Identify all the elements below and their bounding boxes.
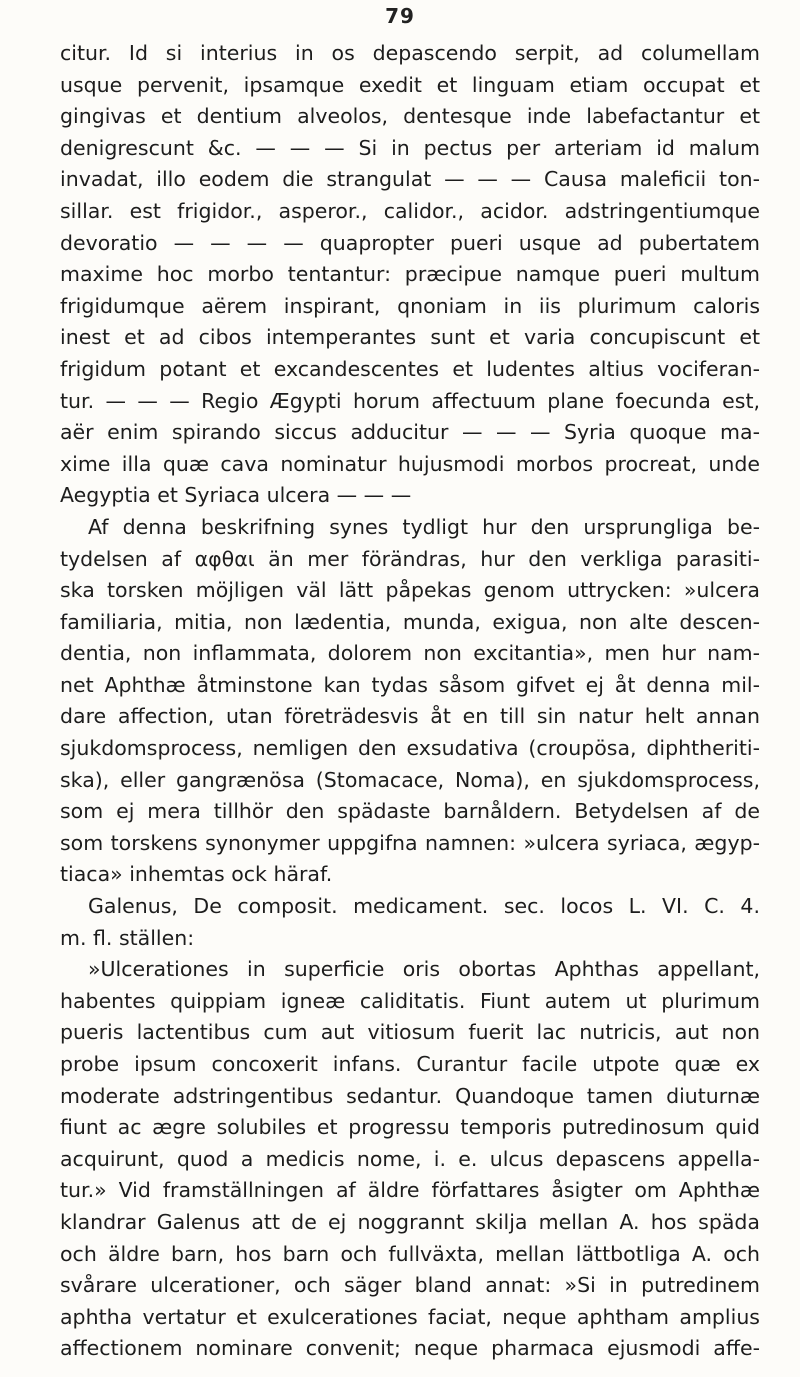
text-line: denigrescunt &c. — — — Si in pectus per arteriam id malum [60, 135, 760, 160]
text-line: aër enim spirando siccus adducitur — — — Syria quoque ma- [60, 420, 760, 445]
text-line: usque pervenit, ipsamque exedit et linguam etiam occupat et [60, 72, 760, 97]
text-line: maxime hoc morbo tentantur: præcipue namque pueri multum [60, 262, 760, 287]
text-line: som torskens synonymer uppgifna namnen: »ulcera syriaca, ægyp- [60, 830, 760, 855]
text-line: gingivas et dentium alveolos, dentesque inde labefactantur et [60, 104, 760, 129]
text-line: probe ipsum concoxerit infans. Curantur facile utpote quæ ex [60, 1052, 760, 1076]
text-line: dentia, non inflammata, dolorem non excitantia», men hur nam- [60, 641, 760, 666]
text-line: tiaca» inhemtas ock häraf. [60, 862, 333, 887]
text-line: acquirunt, quod a medicis nome, i. e. ulcus depascens appella- [60, 1146, 760, 1171]
text-line: ska), eller gangrænösa (Stomacace, Noma), en sjukdomsprocess, [60, 767, 760, 792]
text-line: affectionem nominare convenit; neque pharmaca ejusmodi affe- [60, 1336, 760, 1361]
text-line: aphtha vertatur et exulcerationes faciat, neque aphtham amplius [60, 1304, 760, 1329]
text-line: pueris lactentibus cum aut vitiosum fuerit lac nutricis, aut non [60, 1020, 760, 1045]
text-line: xime illa quæ cava nominatur hujusmodi morbos procreat, unde [60, 451, 760, 476]
text-line: net Aphthæ åtminstone kan tydas såsom gifvet ej åt denna mil- [60, 672, 760, 697]
text-line: som ej mera tillhör den spädaste barnåldern. Betydelsen af de [60, 799, 760, 824]
text-line: och äldre barn, hos barn och fullväxta, mellan lättbotliga A. och [60, 1241, 760, 1266]
text-line: Af denna beskrifning synes tydligt hur den ursprungliga be- [88, 514, 760, 539]
text-line: habentes quippiam igneæ caliditatis. Fiunt autem ut plurimum [60, 988, 760, 1013]
text-line: fiunt ac ægre solubiles et progressu temporis putredinosum quid [60, 1115, 760, 1140]
text-line: ska torsken möjligen väl lätt påpekas genom uttrycken: »ulcera [60, 578, 760, 603]
text-line: invadat, illo eodem die strangulat — — — Causa maleficii ton- [60, 167, 760, 192]
text-line: frigidumque aërem inspirant, qnoniam in iis plurimum caloris [60, 293, 760, 318]
text-line: sillar. est frigidor., asperor., calidor., acidor. adstringentiumque [60, 198, 760, 223]
text-line: devoratio — — — — quapropter pueri usque ad pubertatem [60, 230, 760, 255]
text-line: moderate adstringentibus sedantur. Quandoque tamen diuturnæ [60, 1083, 760, 1108]
text-line: sjukdomsprocess, nemligen den exsudativa (croupösa, diphtheriti- [60, 736, 760, 761]
text-line: tydelsen af αφθαι än mer förändras, hur den verkliga parasiti- [60, 546, 760, 571]
text-line: Aegyptia et Syriaca ulcera — — — [60, 483, 412, 508]
text-line: inest et ad cibos intemperantes sunt et varia concupiscunt et [60, 325, 760, 350]
text-line: svårare ulcerationer, och säger bland annat: »Si in putredinem [60, 1273, 760, 1298]
page-number: 79 [385, 4, 415, 28]
text-line: tur.» Vid framställningen af äldre författares åsigter om Aphthæ [60, 1178, 760, 1203]
text-line: citur. Id si interius in os depascendo serpit, ad columellam [60, 41, 760, 65]
text-line: m. fl. ställen: [60, 925, 195, 950]
text-line: frigidum potant et excandescentes et ludentes altius vociferan- [60, 356, 760, 381]
text-line: klandrar Galenus att de ej noggrannt skilja mellan A. hos späda [60, 1209, 760, 1234]
text-line: Galenus, De composit. medicament. sec. locos L. VI. C. 4. [88, 894, 760, 919]
text-line: tur. — — — Regio Ægypti horum affectuum plane foecunda est, [60, 388, 760, 413]
body-text [60, 38, 760, 1365]
text-line: dare affection, utan företrädesvis åt en till sin natur helt annan [60, 704, 760, 729]
text-line: familiaria, mitia, non lædentia, munda, exigua, non alte descen- [60, 609, 760, 634]
text-line: »Ulcerationes in superficie oris obortas Aphthas appellant, [88, 957, 760, 982]
